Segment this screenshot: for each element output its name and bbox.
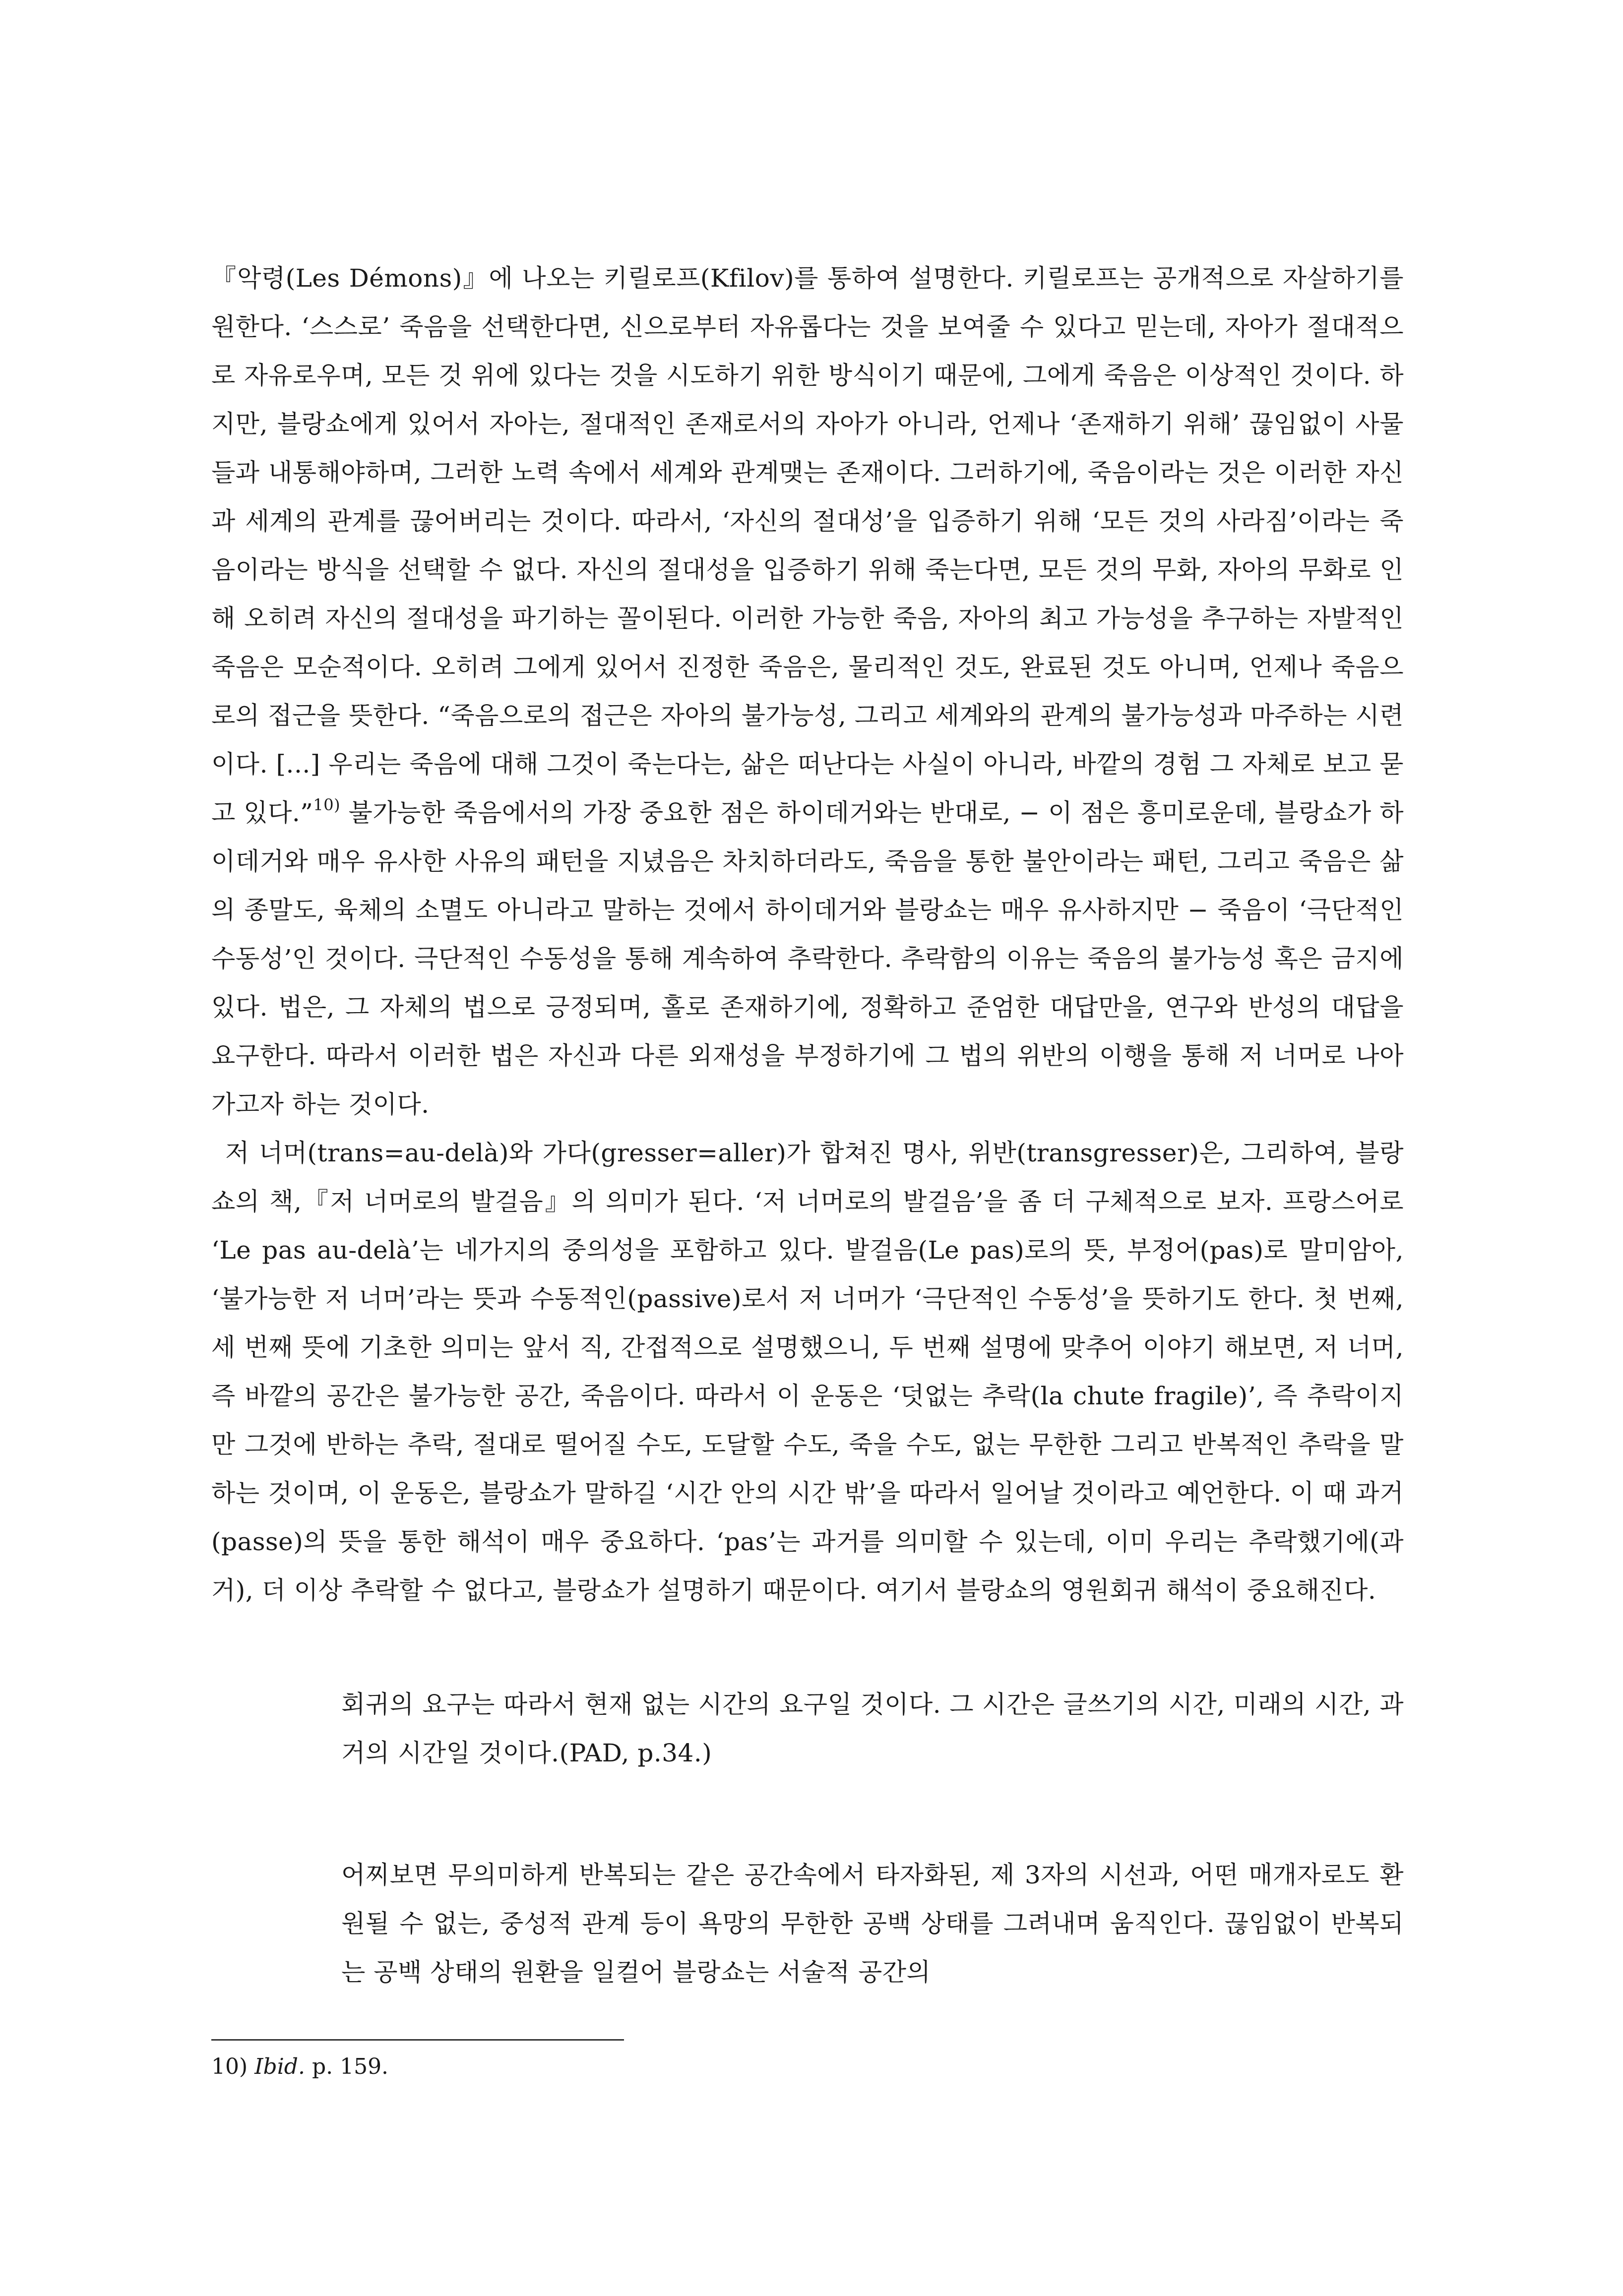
footnote-page: p. 159. [312, 2054, 389, 2079]
footnote-number: 10) [211, 2054, 248, 2079]
paragraph-2: 저 너머(trans=au-delà)와 가다(gresser=aller)가 합쳐진 명사, 위반(transgresser)은, 그리하여, 블랑쇼의 책,『저 너머로의 발걸음』의 의미가 된다. ‘저 너머로의 발걸음’을 좀 더 구체적으로 보자. 프랑스어로 ‘Le pas au-delà’는 네가지의 중의성을 포함하고 있다. 발걸음(Le pas)로의 뜻, 부정어(pas)로 말미암아, ‘불가능한 저 너머’라는 뜻과 수동적인(passive)로서 저 너머가 ‘극단적인 수동성’을 뜻하기도 한다. 첫 번째, 세 번째 뜻에 기초한 의미는 앞서 직, 간접적으로 설명했으니, 두 번째 설명에 맞추어 이야기 해보면, 저 너머, 즉 바깥의 공간은 불가능한 공간, 죽음이다. 따라서 이 운동은 ‘덧없는 추락(la chute fragile)’, 즉 추락이지만 그것에 반하는 추락, 절대로 떨어질 수도, 도달할 수도, 죽을 수도, 없는 무한한 그리고 반복적인 추락을 말하는 것이며, 이 운동은, 블랑쇼가 말하길 ‘시간 안의 시간 밖’을 따라서 일어날 것이라고 예언한다. 이 때 과거(passe)의 뜻을 통한 해석이 매우 중요하다. ‘pas’는 과거를 의미할 수 있는데, 이미 우리는 추락했기에(과거), 더 이상 추락할 수 없다고, 블랑쇼가 설명하기 때문이다. 여기서 블랑쇼의 영원회귀 해석이 중요해진다. [211, 1139, 1404, 1605]
block-quote-2-text: 어찌보면 무의미하게 반복되는 같은 공간속에서 타자화된, 제 3자의 시선과, 어떤 매개자로도 환원될 수 없는, 중성적 관계 등이 욕망의 무한한 공백 상태를 그려내며 움직인다. 끊임없이 반복되는 공백 상태의 원환을 일컬어 블랑쇼는 서술적 공간의 [341, 1861, 1404, 1987]
paragraph-1-part-a: 『악령(Les Démons)』에 나오는 키릴로프(Kfilov)를 통하여 설명한다. 키릴로프는 공개적으로 자살하기를 원한다. ‘스스로’ 죽음을 선택한다면, 신으로부터 자유롭다는 것을 보여줄 수 있다고 믿는데, 자아가 절대적으로 자유로우며, 모든 것 위에 있다는 것을 시도하기 위한 방식이기 때문에, 그에게 죽음은 이상적인 것이다. 하지만, 블랑쇼에게 있어서 자아는, 절대적인 존재로서의 자아가 아니라, 언제나 ‘존재하기 위해’ 끊임없이 사물들과 내통해야하며, 그러한 노력 속에서 세계와 관계맺는 존재이다. 그러하기에, 죽음이라는 것은 이러한 자신과 세계의 관계를 끊어버리는 것이다. 따라서, ‘자신의 절대성’을 입증하기 위해 ‘모든 것의 사라짐’이라는 죽음이라는 방식을 선택할 수 없다. 자신의 절대성을 입증하기 위해 죽는다면, 모든 것의 무화, 자아의 무화로 인해 오히려 자신의 절대성을 파기하는 꼴이된다. 이러한 가능한 죽음, 자아의 최고 가능성을 추구하는 자발적인 죽음은 모순적이다. 오히려 그에게 있어서 진정한 죽음은, 물리적인 것도, 완료된 것도 아니며, 언제나 죽음으로의 접근을 뜻한다. “죽음으로의 접근은 자아의 불가능성, 그리고 세계와의 관계의 불가능성과 마주하는 시련이다. [...] 우리는 죽음에 대해 그것이 죽는다는, 삶은 떠난다는 사실이 아니라, 바깥의 경험 그 자체로 보고 묻고 있다.” [211, 264, 1404, 827]
block-quote-1-text: 회귀의 요구는 따라서 현재 없는 시간의 요구일 것이다. 그 시간은 글쓰기의 시간, 미래의 시간, 과거의 시간일 것이다.(PAD, p.34.) [341, 1690, 1404, 1767]
paragraph-1 [211, 254, 1404, 1129]
block-quote-1 [341, 1680, 1404, 1777]
footnote-divider [211, 2039, 624, 2041]
footnote-source: Ibid. [254, 2054, 305, 2079]
main-body-text [211, 254, 1404, 1615]
paragraph-1-part-b: 불가능한 죽음에서의 가장 중요한 점은 하이데거와는 반대로, − 이 점은 흥미로운데, 블랑쇼가 하이데거와 매우 유사한 사유의 패턴을 지녔음은 차치하더라도, 죽음을 통한 불안이라는 패턴, 그리고 죽음은 삶의 종말도, 육체의 소멸도 아니라고 말하는 것에서 하이데거와 블랑쇼는 매우 유사하지만 − 죽음이 ‘극단적인 수동성’인 것이다. 극단적인 수동성을 통해 계속하여 추락한다. 추락함의 이유는 죽음의 불가능성 혹은 금지에 있다. 법은, 그 자체의 법으로 긍정되며, 홀로 존재하기에, 정확하고 준엄한 대답만을, 연구와 반성의 대답을 요구한다. 따라서 이러한 법은 자신과 다른 외재성을 부정하기에 그 법의 위반의 이행을 통해 저 너머로 나아가고자 하는 것이다. [211, 798, 1404, 1119]
block-quote-2 [341, 1851, 1404, 1996]
footnote-10 [211, 2047, 388, 2087]
footnote-reference-10[interactable]: 10) [313, 795, 341, 814]
